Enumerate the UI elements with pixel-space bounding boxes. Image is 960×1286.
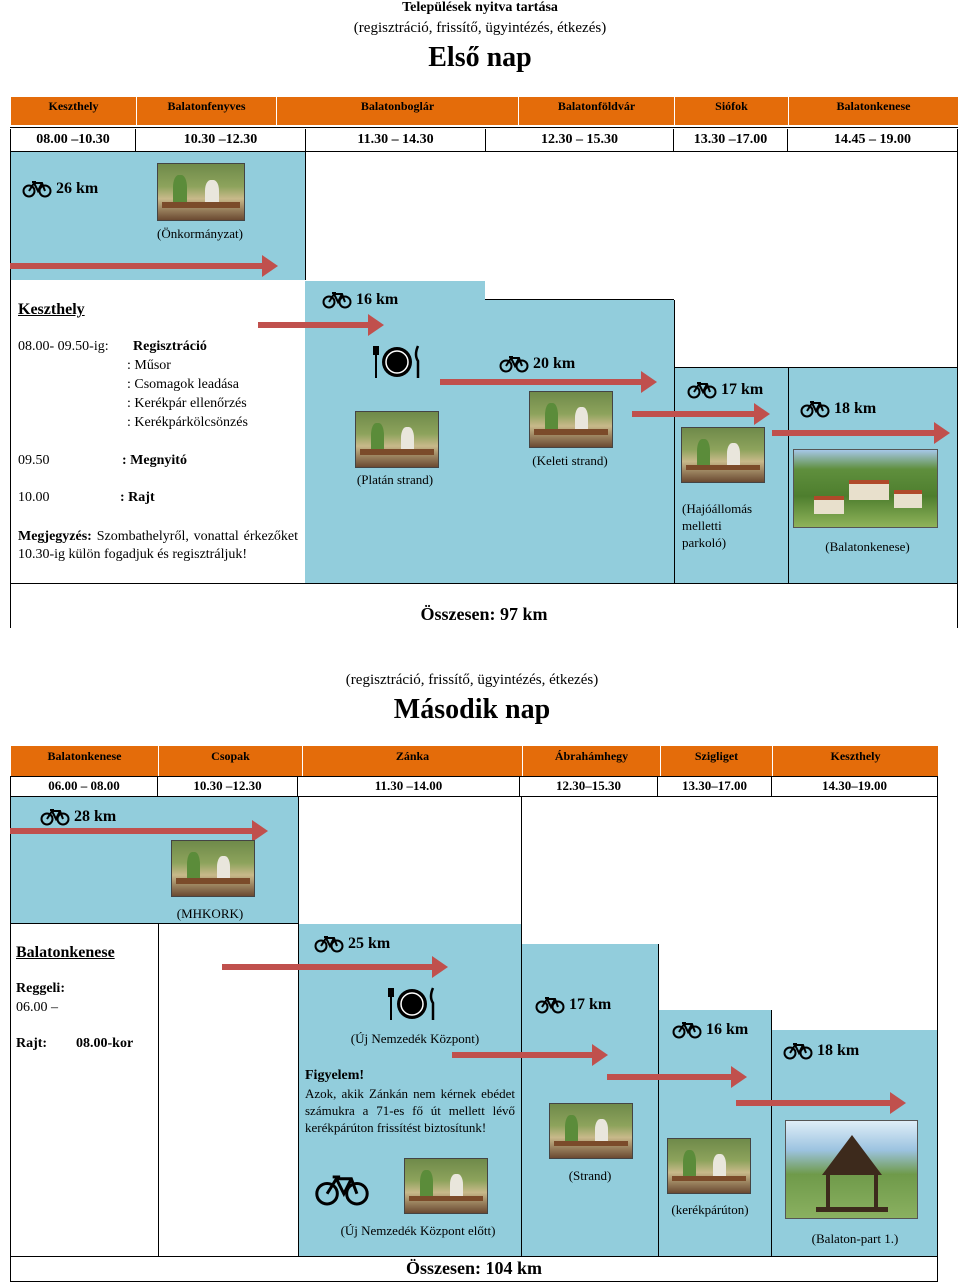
day1-schedule-item-3: : Csomagok leadása <box>127 377 239 392</box>
day1-note: Megjegyzés: Szombathelyről, vonattal érkezőket 10.30-ig külön fogadjuk és regisztráljuk! <box>18 529 299 562</box>
day1-leg4-photo <box>681 427 765 483</box>
day2-leg4-distance <box>672 1021 748 1039</box>
day1-leg2-km: 16 km <box>356 291 399 308</box>
day2-leg5-photo <box>785 1120 918 1219</box>
day1-leg5-distance <box>800 400 876 418</box>
day2-leg3-km: 17 km <box>569 996 612 1013</box>
day2-breakfast-label: Reggeli: <box>16 981 65 996</box>
day2-leg3-photo <box>549 1103 633 1159</box>
day2-time-6: 14.30–19.00 <box>772 776 938 796</box>
day1-leg1-caption: (Önkormányzat) <box>157 226 243 241</box>
day2-leg3-caption: (Strand) <box>568 1168 612 1183</box>
day2-leg3-panel <box>522 944 658 1256</box>
day2-leg4-caption: (kerékpárúton) <box>671 1202 749 1217</box>
day2-leg4-photo <box>667 1138 751 1194</box>
plate-cutlery-icon <box>387 985 437 1023</box>
day1-time-1: 08.00 –10.30 <box>10 129 136 151</box>
day2-start-time: 08.00-kor <box>76 1036 134 1051</box>
day1-heading-sub: (regisztráció, frissítő, ügyintézés, étkezés) <box>353 20 607 36</box>
day1-leg5-photo <box>793 449 938 528</box>
day2-attention-title: Figyelem! <box>305 1068 365 1083</box>
bicycle-icon <box>22 180 52 198</box>
day1-place-5: Siófok <box>674 97 788 125</box>
day1-time-6: 14.45 – 19.00 <box>788 129 958 151</box>
day1-leg3-distance <box>499 355 575 373</box>
day2-title: Második nap <box>393 694 551 725</box>
day1-leg2-photo <box>355 411 439 468</box>
bicycle-icon <box>800 400 830 418</box>
day1-leg4-arrow <box>632 411 756 417</box>
day1-leg1-km: 26 km <box>56 180 99 197</box>
day2-start-label: Rajt: <box>16 1036 48 1051</box>
bicycle-icon <box>783 1042 813 1060</box>
plate-cutlery-icon <box>372 343 422 381</box>
bicycle-icon <box>535 996 565 1014</box>
day2-leg1-distance <box>40 808 116 826</box>
day2-time-1: 06.00 – 08.00 <box>10 776 158 796</box>
day1-leg5-arrow <box>772 430 936 436</box>
day1-title: Első nap <box>428 42 532 73</box>
day1-schedule-item-7: : Rajt <box>120 490 155 505</box>
day1-leg4-distance <box>687 381 763 399</box>
day1-heading-small: Települések nyitva tartása <box>402 0 558 15</box>
day1-schedule-item-1: Regisztráció <box>133 339 207 354</box>
day2-place-1: Balatonkenese <box>10 746 158 776</box>
day1-place-3: Balatonboglár <box>276 97 518 125</box>
day1-schedule-item-5: : Kerékpárkölcsönzés <box>127 415 248 430</box>
day1-leg3-km: 20 km <box>533 355 576 372</box>
bicycle-icon <box>314 1172 370 1208</box>
day2-leg1-photo <box>171 840 255 897</box>
day1-place-2: Balatonfenyves <box>136 97 276 125</box>
day2-leg4-panel <box>659 1010 771 1256</box>
bicycle-icon <box>672 1021 702 1039</box>
day1-schedule-item-2: : Műsor <box>127 358 171 373</box>
day2-leg3-arrow <box>452 1052 594 1058</box>
day2-leg1-caption: (MHKORK) <box>176 906 244 921</box>
day2-attention-text: Azok, akik Zánkán nem kérnek ebédet számukra a 71-es fő út mellett lévő kerékpárúton frissítést biztosítunk! <box>305 1086 515 1135</box>
day1-schedule-time-1: 08.00- 09.50-ig: <box>18 339 109 354</box>
day1-schedule-item-6: : Megnyitó <box>122 453 187 468</box>
day2-leg5-arrow <box>736 1100 892 1106</box>
day2-time-5: 13.30–17.00 <box>658 776 772 796</box>
day1-leg1-arrow <box>10 263 264 269</box>
day2-place-5: Szigliget <box>660 746 772 776</box>
day1-leg3-arrow <box>440 379 643 385</box>
day2-place-2: Csopak <box>158 746 302 776</box>
day2-leg5-caption: (Balaton-part 1.) <box>811 1231 899 1246</box>
day1-leg1-photo <box>157 163 245 221</box>
day1-schedule-item-4: : Kerékpár ellenőrzés <box>127 396 247 411</box>
day2-breakfast-time: 06.00 – <box>16 1000 58 1015</box>
day2-extra-photo <box>404 1158 488 1214</box>
day1-leg1-distance <box>22 180 98 198</box>
day2-place-6: Keszthely <box>772 746 938 776</box>
day2-place-4: Ábrahámhegy <box>522 746 660 776</box>
day1-leg4-km: 17 km <box>721 381 764 398</box>
day1-place-1: Keszthely <box>10 97 136 125</box>
day2-leg2-km: 25 km <box>348 935 391 952</box>
day2-leg2-distance <box>314 935 390 953</box>
day2-heading-sub: (regisztráció, frissítő, ügyintézés, étkezés) <box>345 672 599 688</box>
day1-start-title: Keszthely <box>18 301 85 318</box>
day2-total: Összesen: 104 km <box>406 1258 542 1278</box>
day1-time-5: 13.30 –17.00 <box>674 129 788 151</box>
day1-leg2-distance <box>322 291 398 309</box>
day2-time-3: 11.30 –14.00 <box>298 776 520 796</box>
day1-time-4: 12.30 – 15.30 <box>486 129 674 151</box>
bicycle-icon <box>40 808 70 826</box>
day2-leg1-km: 28 km <box>74 808 117 825</box>
day1-place-6: Balatonkenese <box>788 97 958 125</box>
day2-extra-caption: (Új Nemzedék Központ előtt) <box>340 1223 496 1238</box>
day1-total: Összesen: 97 km <box>420 604 548 624</box>
day2-leg4-km: 16 km <box>706 1021 749 1038</box>
day1-leg2-arrow <box>258 322 370 328</box>
bicycle-icon <box>499 355 529 373</box>
day2-time-4: 12.30–15.30 <box>520 776 658 796</box>
day1-leg3-photo <box>529 391 613 448</box>
day1-schedule-time-7: 10.00 <box>18 490 50 505</box>
bicycle-icon <box>314 935 344 953</box>
day2-leg2-caption: (Új Nemzedék Központ) <box>350 1031 480 1046</box>
day1-leg5-km: 18 km <box>834 400 877 417</box>
day2-leg1-arrow <box>10 828 254 834</box>
bicycle-icon <box>322 291 352 309</box>
day2-time-2: 10.30 –12.30 <box>158 776 298 796</box>
day2-leg5-distance <box>783 1042 859 1060</box>
day1-place-4: Balatonföldvár <box>518 97 674 125</box>
day2-place-3: Zánka <box>302 746 522 776</box>
day1-leg5-caption: (Balatonkenese) <box>825 539 910 554</box>
day1-schedule-time-6: 09.50 <box>18 453 50 468</box>
day1-time-3: 11.30 – 14.30 <box>306 129 486 151</box>
day1-time-2: 10.30 –12.30 <box>136 129 306 151</box>
day2-leg5-km: 18 km <box>817 1042 860 1059</box>
day2-start-title: Balatonkenese <box>16 944 115 961</box>
bicycle-icon <box>687 381 717 399</box>
day1-leg4-caption: (Hajóállomás melletti parkoló) <box>682 501 753 550</box>
day2-leg3-distance <box>535 996 611 1014</box>
day2-leg4-arrow <box>607 1074 733 1080</box>
day1-leg3-caption: (Keleti strand) <box>532 453 608 468</box>
day1-leg2-caption: (Platán strand) <box>356 472 434 487</box>
day2-leg2-arrow <box>222 964 434 970</box>
